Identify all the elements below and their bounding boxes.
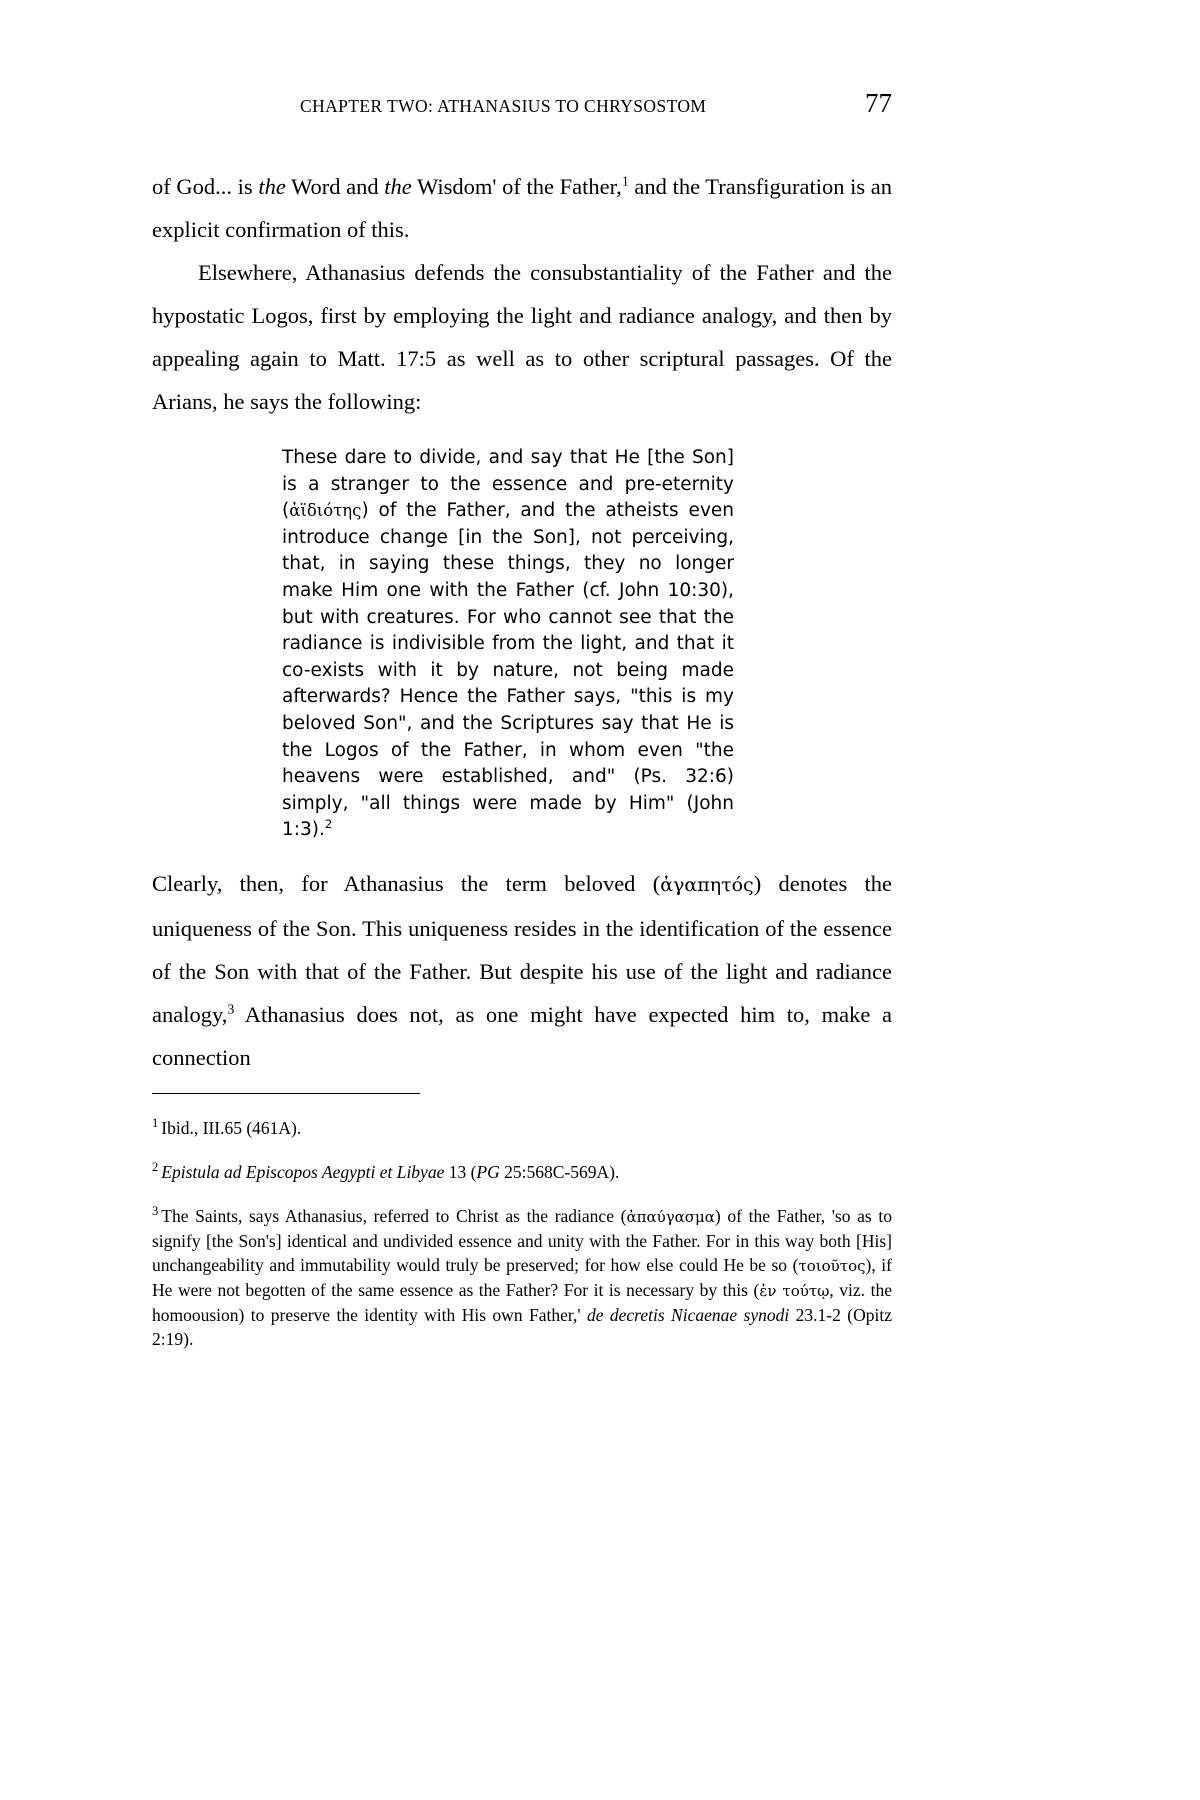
page-content bbox=[152, 88, 892, 1371]
footnote-3-greek-en-touto: ἐν τούτῳ bbox=[759, 1281, 830, 1300]
running-title: CHAPTER TWO: ATHANASIUS TO CHRYSOSTOM bbox=[300, 96, 707, 116]
footnote-2-abbrev: PG bbox=[476, 1161, 500, 1182]
footnote-3-greek-apaugasma: ἀπαύγασμα bbox=[626, 1207, 715, 1226]
para1-segment-d: and the Transfiguration is an explicit confirmation of this. bbox=[152, 174, 892, 242]
para3-segment-b: ) denotes the uniqueness of the Son. This uniqueness resides in the identification of the essence of the Son with that of the Father. But despite his use of the light and radiance analogy, bbox=[152, 870, 892, 1027]
para3-segment-a: Clearly, then, for Athanasius the term beloved ( bbox=[152, 870, 661, 896]
footnote-3-marker: 3 bbox=[152, 1204, 159, 1219]
quote-greek-aidiotes: ἀϊδιότης bbox=[289, 501, 362, 521]
para1-segment-b: Word and bbox=[285, 174, 385, 199]
footnote-2-tail: 25:568C-569A). bbox=[499, 1161, 620, 1182]
paragraph-1 bbox=[152, 165, 892, 251]
footnote-separator-rule bbox=[152, 1093, 420, 1094]
footnote-ref-3[interactable]: 3 bbox=[227, 1002, 235, 1018]
footnote-3-title: de decretis Nicaenae synodi bbox=[586, 1304, 790, 1325]
footnote-1 bbox=[152, 1116, 892, 1140]
para1-segment-c: Wisdom' of the Father, bbox=[411, 174, 622, 199]
footnote-2-title: Epistula ad Episcopos Aegypti et Libyae bbox=[161, 1161, 445, 1182]
footnotes-section bbox=[152, 1116, 892, 1351]
footnote-3-a: The Saints, says Athanasius, referred to Christ as the radiance ( bbox=[161, 1205, 627, 1226]
footnote-ref-1[interactable]: 1 bbox=[621, 174, 629, 190]
footnote-3-e: 23.1-2 (Opitz 2:19). bbox=[152, 1304, 892, 1349]
footnote-1-marker: 1 bbox=[152, 1116, 159, 1131]
paragraph-2: Elsewhere, Athanasius defends the consubstantiality of the Father and the hypostatic Logos, first by employing the light and radiance analogy, and then by appealing again to Matt. 17:5 as well as to other scriptural passages. Of the Arians, he says the following: bbox=[152, 260, 892, 414]
footnote-1-text: Ibid., III.65 (461A). bbox=[161, 1117, 302, 1138]
quote-segment-a: These dare to divide, and say that He [the Son] is a stranger to the essence and pre-eternity ( bbox=[282, 447, 734, 522]
footnote-3-d: , viz. the homoousion) to preserve the identity with His own Father,' bbox=[152, 1279, 892, 1325]
footnote-3 bbox=[152, 1204, 892, 1351]
quote-segment-b: ) of the Father, and the atheists even introduce change [in the Son], not perceiving, that, in saying these things, they no longer make Him one with the Father (cf. John 10:30), but with creatures. For who cannot see that the radiance is indivisible from the light, and that it co-exists with it by nature, not being made afterwards? Hence the Father says, "this is my beloved Son", and the Scriptures say that He is the Logos of the Father, in whom even "the heavens were established, and" (Ps. 32:6) simply, "all things were made by Him" (John 1:3). bbox=[282, 500, 734, 841]
block-quotation bbox=[282, 445, 734, 844]
para3-greek-agapetos: ἀγαπητός bbox=[660, 873, 754, 896]
para3-segment-c: Athanasius does not, as one might have expected him to, make a connection bbox=[152, 1001, 892, 1070]
running-header bbox=[152, 88, 892, 119]
footnote-3-greek-toioutos: τοιοῦτος bbox=[798, 1256, 866, 1275]
page-number: 77 bbox=[865, 88, 892, 118]
footnote-3-c: ), if He were not begotten of the same essence as the Father? For it is necessary by this ( bbox=[152, 1254, 892, 1300]
para1-segment-a: of God... is bbox=[152, 174, 259, 199]
para1-italic-the-1: the bbox=[258, 174, 286, 199]
footnote-ref-2[interactable]: 2 bbox=[324, 817, 333, 832]
footnote-2-marker: 2 bbox=[152, 1160, 159, 1175]
footnote-2-mid: 13 ( bbox=[444, 1161, 477, 1182]
footnote-3-b: ) of the Father, 'so as to signify [the Son's] identical and undivided essence and unity with the Father. For in this way both [His] unchangeability and immutability would truly be preserved; for how else could He be so ( bbox=[152, 1205, 892, 1275]
footnote-2 bbox=[152, 1160, 892, 1184]
para1-italic-the-2: the bbox=[384, 174, 412, 199]
paragraph-3 bbox=[152, 862, 892, 1079]
